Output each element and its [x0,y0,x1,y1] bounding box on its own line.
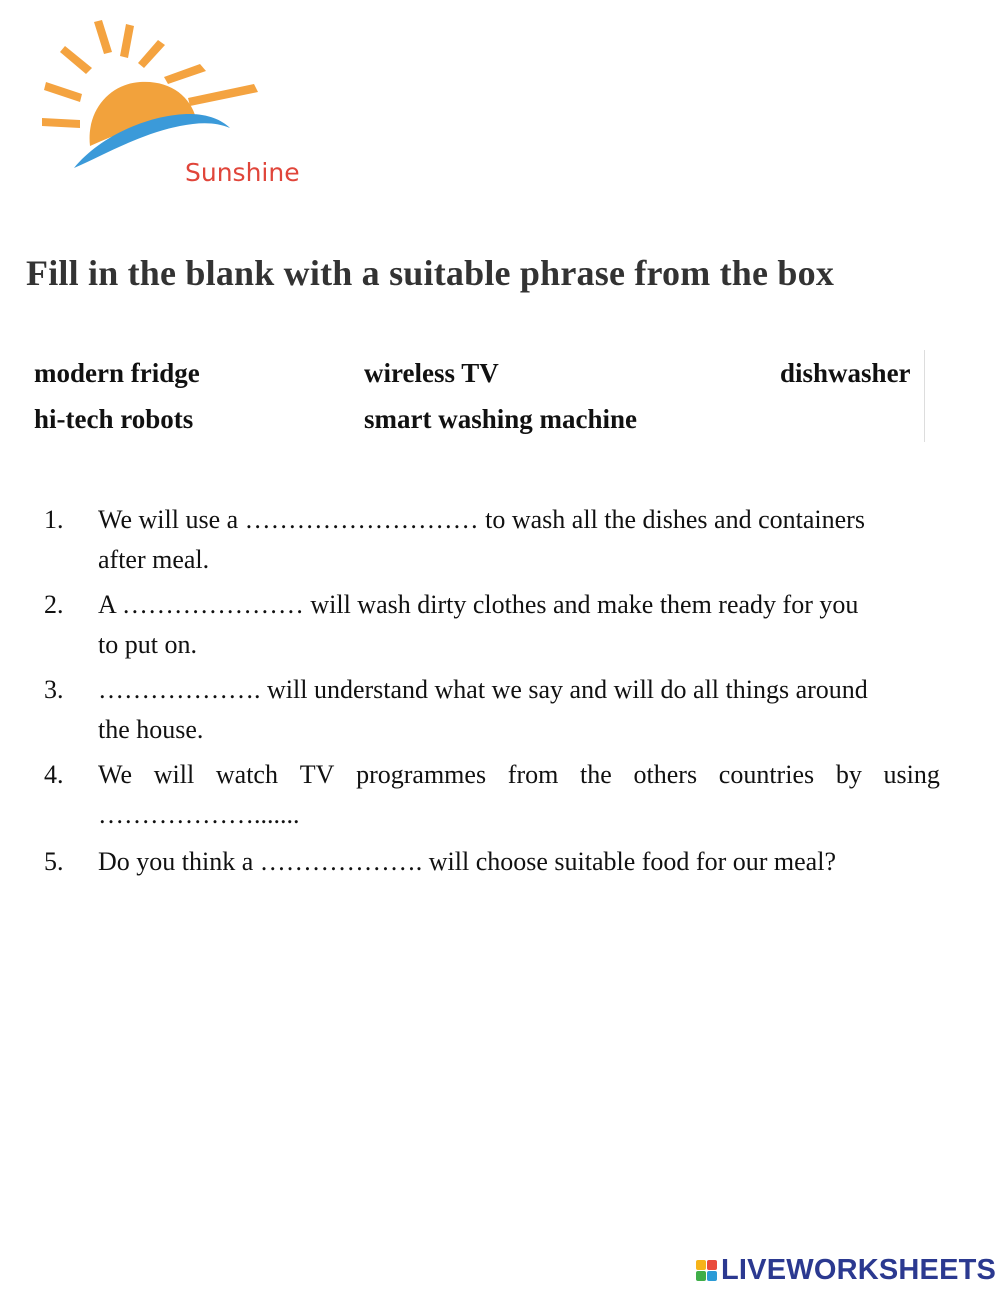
word-dishwasher: dishwasher [780,358,911,388]
word-box [24,350,925,442]
item-text-line2: ………………....... [98,800,300,829]
word-hi-tech-robots: hi-tech robots [34,404,194,434]
item-number: 4. [44,760,64,789]
item-text-line1: ………………. will understand what we say and will do all things around [98,675,868,704]
word-token: TV [299,760,335,789]
liveworksheets-brand-text: LIVEWORKSHEETS [721,1253,997,1286]
item-text-line1 [98,755,940,795]
word-wireless-tv: wireless TV [364,358,499,388]
item-text-line2: after meal. [98,545,210,574]
word-token: the [580,760,612,789]
liveworksheets-branding [696,1252,996,1288]
item-text-line2: the house. [98,715,204,744]
word-token: programmes [356,760,487,789]
word-token: will [153,760,195,789]
item-number: 3. [44,675,64,704]
word-token: by [835,760,862,789]
item-text-line1: Do you think a ………………. will choose suitable food for our meal? [98,847,836,876]
instruction-heading: Fill in the blank with a suitable phrase from the box [26,253,835,293]
word-token: watch [215,760,278,789]
item-number: 2. [44,590,64,619]
item-number: 5. [44,847,64,876]
word-modern-fridge: modern fridge [34,358,200,388]
item-number: 1. [44,505,64,534]
liveworksheets-logo-icon [696,1260,717,1281]
word-token: using [883,760,940,789]
sunshine-logo [40,18,300,187]
item-text-line1: A ………………… will wash dirty clothes and make them ready for you [98,590,859,619]
sun-icon [40,18,270,178]
word-token: others [633,760,698,789]
item-text-line1: We will use a ……………………… to wash all the dishes and containers [98,505,865,534]
item-text-line2: to put on. [98,630,197,659]
word-token: from [507,760,559,789]
word-smart-washing-machine: smart washing machine [364,404,638,434]
logo-text: Sunshine [185,158,300,187]
word-token: countries [718,760,815,789]
word-token: We [98,760,132,789]
